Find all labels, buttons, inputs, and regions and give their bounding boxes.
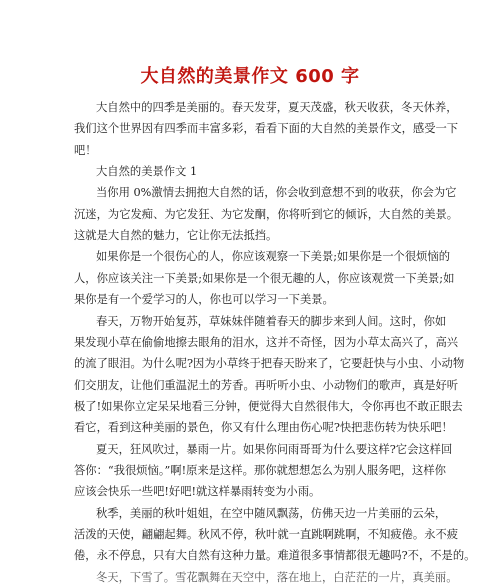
paragraph-line: 这就是大自然的魅力，它让你无法抵挡。 xyxy=(74,229,278,243)
paragraph-line: 们交朋友，让他们重温泥土的芳香。再听听小虫、小动物们的歌声，真是好听 xyxy=(74,378,459,392)
paragraph-line: 极了!如果你立定呆呆地看三分钟，便觉得大自然很伟大，令你再也不敢正眼去 xyxy=(74,399,463,413)
paragraph-line: 应该会快乐一些吧!好吧!就这样暴雨转变为小雨。 xyxy=(74,485,321,499)
paragraph-line: 吧！ xyxy=(74,143,97,157)
paragraph-line: 大自然的美景作文 1 xyxy=(96,165,198,179)
paragraph-line: 人，你应该关注一下美景;如果你是一个很无趣的人，你应该观赏一下美景;如 xyxy=(74,271,455,285)
paragraph-line: 答你：“我很烦恼。”啊!原来是这样。那你就想想怎么为别人服务吧，这样你 xyxy=(74,463,446,477)
paragraph-line: 夏天，狂风吹过，暴雨一片。如果你问雨哥哥为什么要这样?它会这样回 xyxy=(96,442,453,456)
paragraph-line: 的流了眼泪。为什么呢?因为小草终于把春天盼来了，它要赶快与小虫、小动物 xyxy=(74,357,465,371)
paragraph-line: 当你用 0%激情去拥抱大自然的话，你会收到意想不到的收获，你会为它 xyxy=(96,186,457,200)
paragraph-line: 如果你是一个很伤心的人，你应该观察一下美景;如果你是一个很烦恼的 xyxy=(96,250,451,264)
paragraph-line: 沉迷，为它发痴、为它发狂、为它发酮，你将听到它的倾诉，大自然的美景。 xyxy=(74,207,459,221)
paragraph-line: 大自然中的四季是美丽的。春天发芽，夏天茂盛，秋天收获，冬天休养， xyxy=(96,101,458,114)
paragraph-line: 倦，永不停息，只有大自然有这种力量。难道很多事情都很无趣吗?不，不是的。 xyxy=(74,549,476,563)
paragraph-line: 春天，万物开始复苏，草妹妹伴随着春天的脚步来到人间。这时，你如 xyxy=(96,314,447,328)
paragraph-line: 果你是有一个爱学习的人，你也可以学习一下美景。 xyxy=(74,293,334,307)
paragraph-line: 果发现小草在偷偷地擦去眼角的泪水，这并不奇怪，因为小草太高兴了，高兴 xyxy=(74,335,459,349)
paragraph-line: 秋季，美丽的秋叶姐姐，在空中随风飘荡，仿佛天边一片美丽的云朵， xyxy=(96,506,447,520)
paragraph-line: 我们这个世界因有四季而丰富多彩，看看下面的大自然的美景作文，感受一下 xyxy=(74,122,459,136)
paragraph-line: 冬天，下雪了。雪花飘舞在天空中，落在地上，白茫茫的一片，真美丽。 xyxy=(96,570,458,584)
paragraph-line: 看它，看到这种美丽的景色，你又有什么理由伤心呢?快把悲伤转为快乐吧！ xyxy=(74,421,453,435)
document-title: 大自然的美景作文 600 字 xyxy=(140,66,360,87)
paragraph-line: 活泼的天使，翩翩起舞。秋风不停，秋叶就一直跳啊跳啊，不知疲倦。永不疲 xyxy=(74,528,459,541)
